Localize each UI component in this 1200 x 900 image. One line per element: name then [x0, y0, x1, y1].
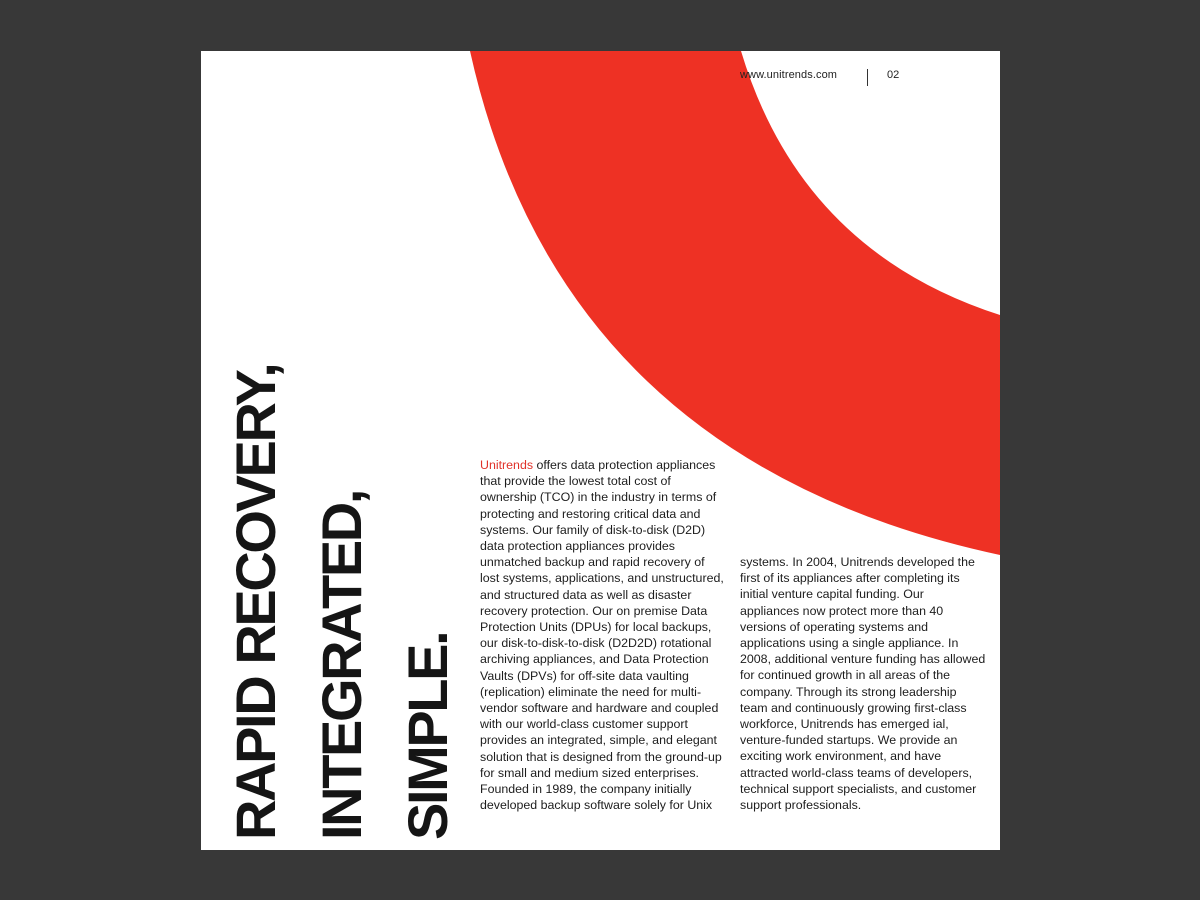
headline-line-1: RAPID RECOVERY,: [224, 364, 287, 840]
vertical-headline: [213, 320, 471, 840]
brochure-page: [201, 51, 1000, 850]
headline-line-2: INTEGRATED,: [310, 490, 373, 840]
column-2-text: systems. In 2004, Unitrends developed the first of its appliances after completing its initial venture capital funding. Our appliances now protect more than 40 versions of operating systems and applications using a single appliance. In 2008, additional venture funding has allowed for continued growth in all areas of the company. Through its strong leadership team and continuously growing first-class workforce, Unitrends has emerged ial, venture-funded startups. We provide an exciting work environment, and have attracted world-class teams of developers, technical support specialists, and customer support professionals.: [740, 555, 986, 813]
column-1-text: offers data protection appliances that provide the lowest total cost of ownership (TCO) in the industry in terms of protecting and restoring critical data and systems. Our family of disk-to-disk (D2D) data protection appliances provides unmatched backup and rapid recovery of lost systems, applications, and unstructured, and structured data as well as disaster recovery protection. Our on premise Data Protection Units (DPUs) for local backups, our disk-to-disk-to-disk (D2D2D) rotational archiving appliances, and Data Protection Vaults (DPVs) for off-site data vaulting (replication) eliminate the need for multi-vendor software and hardware and coupled with our world-class customer support provides an integrated, simple, and elegant solution that is designed from the ground-up for small and medium sized enterprises. Founded in 1989, the company initially developed backup software solely for Unix: [480, 458, 724, 813]
header-divider: [867, 69, 868, 86]
body-column-2: [740, 554, 986, 813]
website-url: www.unitrends.com: [740, 69, 838, 81]
page-number: 02: [887, 69, 900, 81]
body-column-1: [480, 457, 725, 813]
brand-name: Unitrends: [480, 458, 534, 472]
headline-line-3: SIMPLE.: [396, 632, 459, 840]
